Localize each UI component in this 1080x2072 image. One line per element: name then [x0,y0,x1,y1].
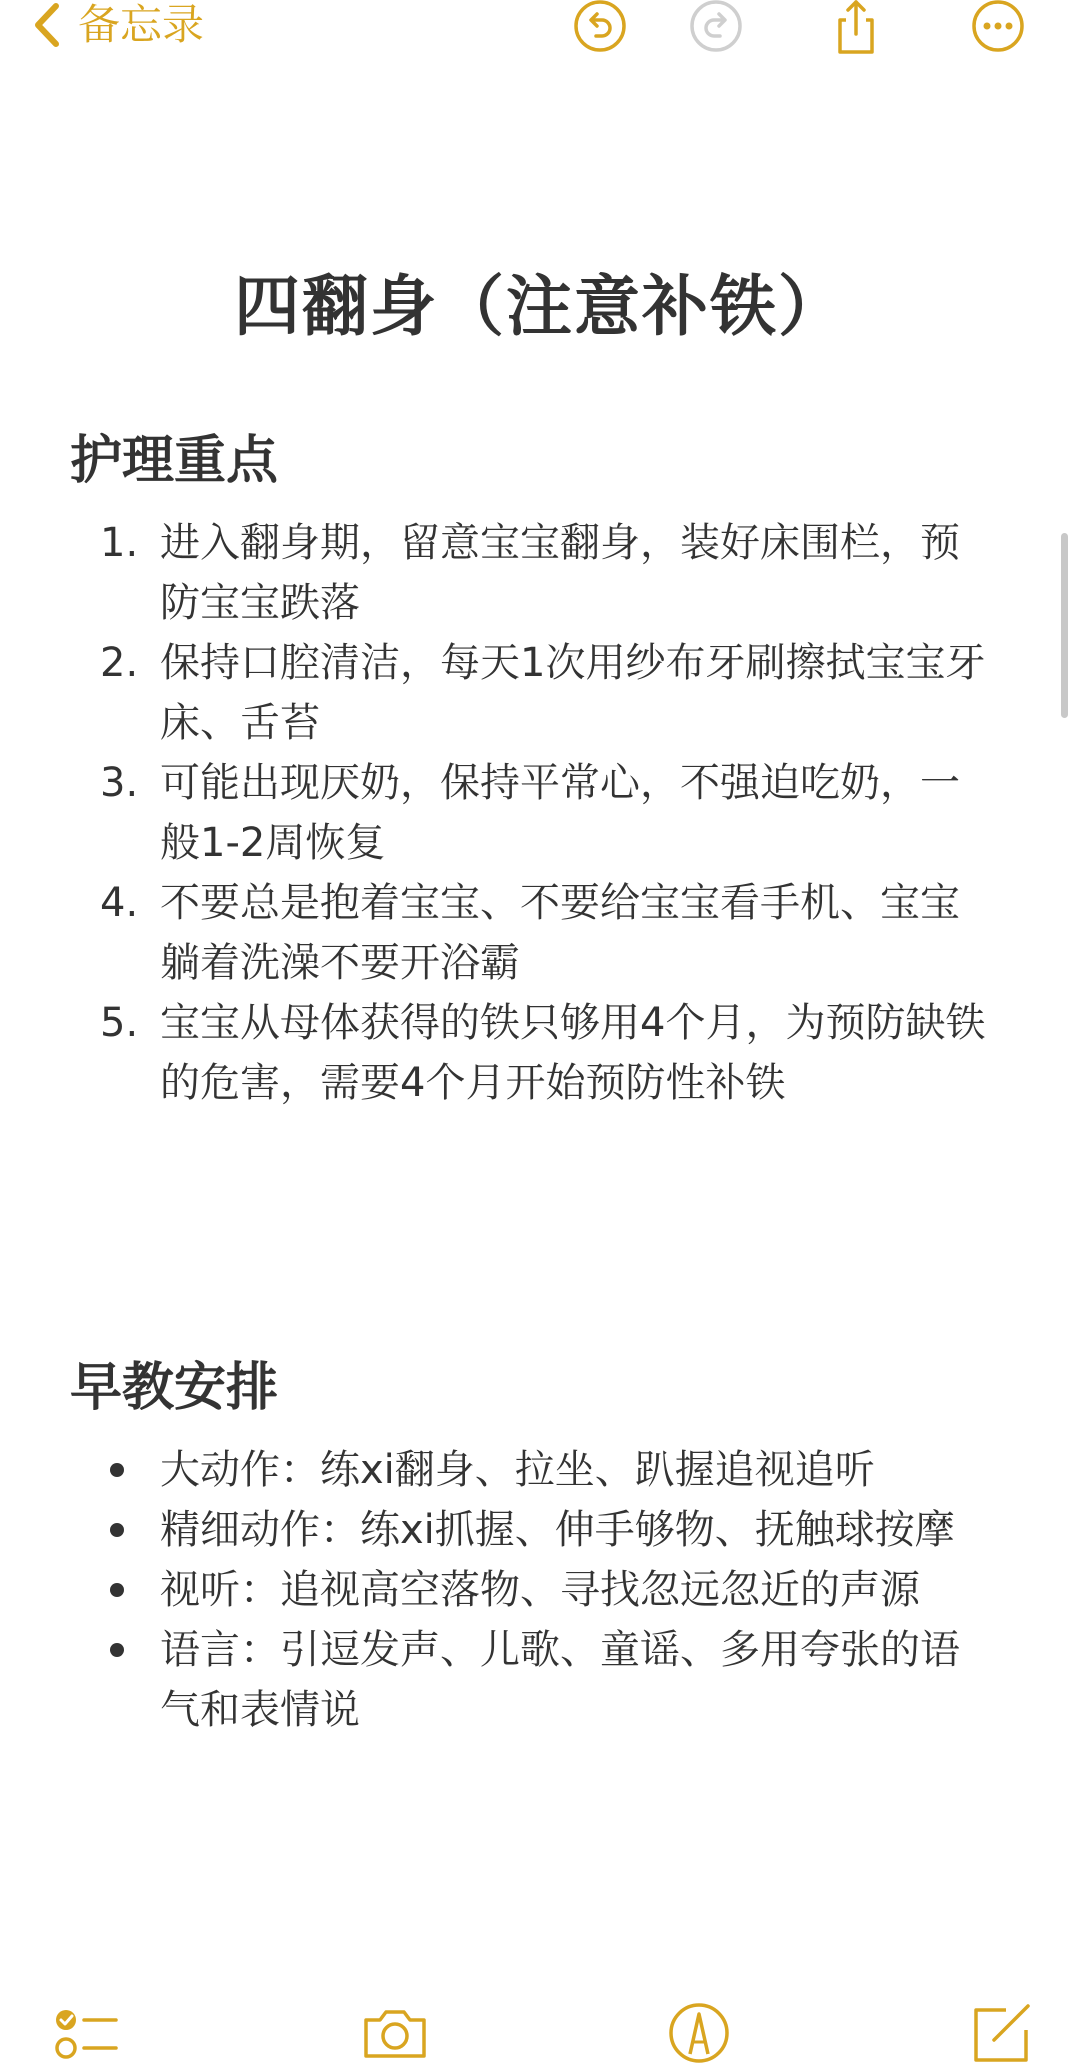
camera-icon [360,1998,430,2068]
list-number: 1. [100,520,139,566]
redo-icon [688,0,744,56]
more-button[interactable] [970,0,1026,56]
bullet-icon [110,1583,124,1597]
section-heading-early-education[interactable]: 早教安排 [70,1358,279,1418]
more-icon [970,0,1026,56]
redo-button[interactable] [688,0,744,56]
bullet-icon [110,1643,124,1657]
list-item-text: 大动作：练xi翻身、拉坐、趴握追视追听 [160,1447,875,1493]
undo-button[interactable] [572,0,628,56]
list-number: 2. [100,640,139,686]
list-item[interactable] [0,1620,1080,1740]
back-label: 备忘录 [78,0,205,49]
list-item-text: 不要总是抱着宝宝、不要给宝宝看手机、宝宝躺着洗澡不要开浴霸 [160,880,960,986]
list-number: 5. [100,1000,139,1046]
list-item[interactable] [0,633,1080,753]
markup-pen-icon [664,1998,734,2068]
share-button[interactable] [828,0,884,56]
list-item[interactable] [0,1500,1080,1560]
navigation-bar [0,0,1080,60]
list-item[interactable] [0,993,1080,1113]
back-button[interactable] [30,0,204,50]
list-item-text: 保持口腔清洁，每天1次用纱布牙刷擦拭宝宝牙床、舌苔 [160,640,986,746]
undo-icon [572,0,628,56]
checklist-button[interactable] [52,1998,122,2068]
list-item-text: 精细动作：练xi抓握、伸手够物、抚触球按摩 [160,1507,955,1553]
scrollbar[interactable] [1061,533,1068,718]
list-item[interactable] [0,873,1080,993]
list-item[interactable] [0,513,1080,633]
markup-button[interactable] [664,1998,734,2068]
list-item[interactable] [0,1440,1080,1500]
list-number: 4. [100,880,139,926]
compose-icon [966,1998,1036,2068]
list-item-text: 宝宝从母体获得的铁只够用4个月，为预防缺铁的危害，需要4个月开始预防性补铁 [160,1000,986,1106]
bullet-list [0,1440,1080,1740]
list-number: 3. [100,760,139,806]
list-item-text: 进入翻身期，留意宝宝翻身，装好床围栏，预防宝宝跌落 [160,520,960,626]
camera-button[interactable] [360,1998,430,2068]
share-icon [828,0,884,56]
list-item-text: 语言：引逗发声、儿歌、童谣、多用夸张的语气和表情说 [160,1627,960,1733]
bullet-icon [110,1523,124,1537]
chevron-left-icon [30,0,64,50]
section-heading-care[interactable]: 护理重点 [70,431,279,491]
checklist-icon [52,1998,122,2068]
list-item-text: 视听：追视高空落物、寻找忽远忽近的声源 [160,1567,920,1613]
list-item-text: 可能出现厌奶，保持平常心，不强迫吃奶，一般1-2周恢复 [160,760,960,866]
note-title[interactable]: 四翻身（注意补铁） [234,268,846,345]
numbered-list [0,513,1080,1113]
list-item[interactable] [0,753,1080,873]
bullet-icon [110,1463,124,1477]
compose-button[interactable] [966,1998,1036,2068]
list-item[interactable] [0,1560,1080,1620]
